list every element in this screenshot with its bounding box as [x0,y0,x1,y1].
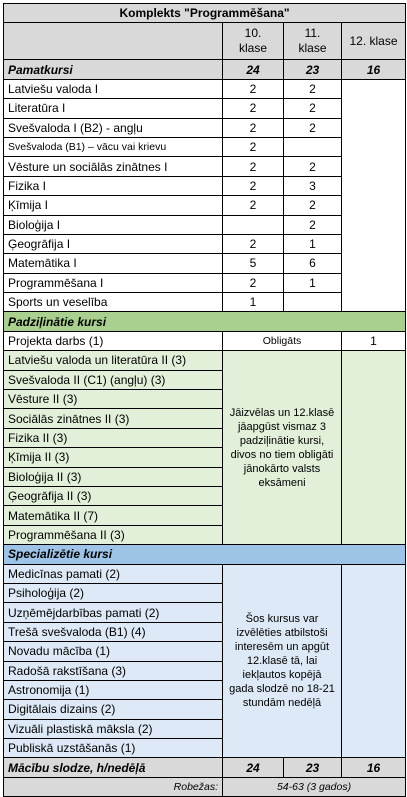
slodze-11: 23 [284,758,342,777]
robezas-label: Robežas: [4,777,223,796]
hours-10: 2 [223,234,284,253]
advanced-note: Jāizvēlas un 12.klasē jāapgūst vismaz 3 padziļinātie kursi, divos no tiem obligāti jānokārto valsts eksāmeni [223,351,342,545]
section-specializetie: Specializētie kursi [4,545,406,564]
title-row [4,4,406,23]
empty-12-cell [342,564,406,758]
hours-11: 2 [284,118,342,137]
hours-10: 2 [223,79,284,98]
hours-10: 2 [223,99,284,118]
course-name: Bioloģija II (3) [4,467,223,486]
hours-10 [223,215,284,234]
curriculum-table [3,3,406,797]
hours-12: 1 [342,331,406,350]
table-row [4,564,406,583]
col-header-11-line2: klase [298,41,327,56]
col-header-11 [284,23,342,60]
slodze-10: 24 [223,758,284,777]
course-name: Astronomija (1) [4,680,223,699]
course-name: Svešvaloda (B1) – vācu vai krievu [4,137,223,156]
project-row [4,331,406,350]
course-name: Uzņēmējdarbības pamati (2) [4,603,223,622]
col-header-12: 12. klase [342,23,406,60]
course-name: Matemātika II (7) [4,506,223,525]
hours-10: 2 [223,273,284,292]
hours-11: 2 [284,157,342,176]
pamatkursi-total-11: 23 [284,60,342,79]
hours-11: 6 [284,254,342,273]
table-row [4,79,406,98]
hours-10: 2 [223,137,284,156]
hours-11 [284,137,342,156]
hours-11: 1 [284,273,342,292]
table-title: Komplekts "Programmēšana" [4,4,406,23]
course-name: Svešvaloda I (B2) - angļu [4,118,223,137]
course-name: Novadu mācība (1) [4,642,223,661]
course-name: Vēsture II (3) [4,390,223,409]
course-name: Literatūra I [4,99,223,118]
specialized-note: Šos kursus var izvēlēties atbilstoši interesēm un apgūt 12.klasē tā, lai iekļautos kopējā gada slodzē no 18-21 stundām nedēļā [223,564,342,758]
course-name: Ķīmija I [4,196,223,215]
pamatkursi-total-12: 16 [342,60,406,79]
course-name: Publiskā uzstāšanās (1) [4,739,223,758]
table-row [4,351,406,370]
section-padzilinatie: Padziļinātie kursi [4,312,406,331]
slodze-12: 16 [342,758,406,777]
course-name: Vizuāli plastiskā māksla (2) [4,719,223,738]
hours-10: 1 [223,293,284,312]
course-name: Psiholoģija (2) [4,583,223,602]
empty-12-cell [342,351,406,545]
course-name: Latviešu valoda I [4,79,223,98]
col-header-10 [223,23,284,60]
course-name: Programmēšana II (3) [4,525,223,544]
col-header-10-line2: klase [238,41,267,56]
pamatkursi-header-row [4,60,406,79]
hours-11: 1 [284,234,342,253]
specializetie-header-row [4,545,406,564]
robezas-row [4,777,406,796]
course-name: Vēsture un sociālās zinātnes I [4,157,223,176]
course-name: Matemātika I [4,254,223,273]
hours-10: 2 [223,157,284,176]
empty-12-cell [342,79,406,312]
hours-11: 3 [284,176,342,195]
pamatkursi-total-10: 24 [223,60,284,79]
hours-11: 2 [284,79,342,98]
slodze-label: Mācību slodze, h/nedēļā [4,758,223,777]
padzilinatie-header-row [4,312,406,331]
col-header-11-line1: 11. [304,26,321,41]
hours-10: 5 [223,254,284,273]
course-name: Programmēšana I [4,273,223,292]
course-name: Medicīnas pamati (2) [4,564,223,583]
course-name: Svešvaloda II (C1) (angļu) (3) [4,370,223,389]
course-name: Radošā rakstīšana (3) [4,661,223,680]
curriculum-sheet [3,3,405,797]
hours-11: 2 [284,215,342,234]
course-name: Sports un veselība [4,293,223,312]
obligats-status: Obligāts [223,331,342,350]
slodze-row [4,758,406,777]
hours-10: 2 [223,176,284,195]
course-name: Fizika II (3) [4,428,223,447]
hours-10: 2 [223,196,284,215]
course-name: Ķīmija II (3) [4,448,223,467]
col-header-10-line1: 10. [244,26,262,41]
course-name: Projekta darbs (1) [4,331,223,350]
hours-11 [284,293,342,312]
course-name: Digitālais dizains (2) [4,700,223,719]
corner-cell [4,23,223,60]
course-name: Sociālās zinātnes II (3) [4,409,223,428]
hours-11: 2 [284,99,342,118]
hours-10: 2 [223,118,284,137]
course-name: Latviešu valoda un literatūra II (3) [4,351,223,370]
course-name: Ģeogrāfija I [4,234,223,253]
hours-11: 2 [284,196,342,215]
course-name: Bioloģija I [4,215,223,234]
course-name: Trešā svešvaloda (B1) (4) [4,622,223,641]
section-pamatkursi: Pamatkursi [4,60,223,79]
robezas-value: 54-63 (3 gados) [223,777,406,796]
column-header-row [4,23,406,60]
course-name: Fizika I [4,176,223,195]
course-name: Ģeogrāfija II (3) [4,486,223,505]
